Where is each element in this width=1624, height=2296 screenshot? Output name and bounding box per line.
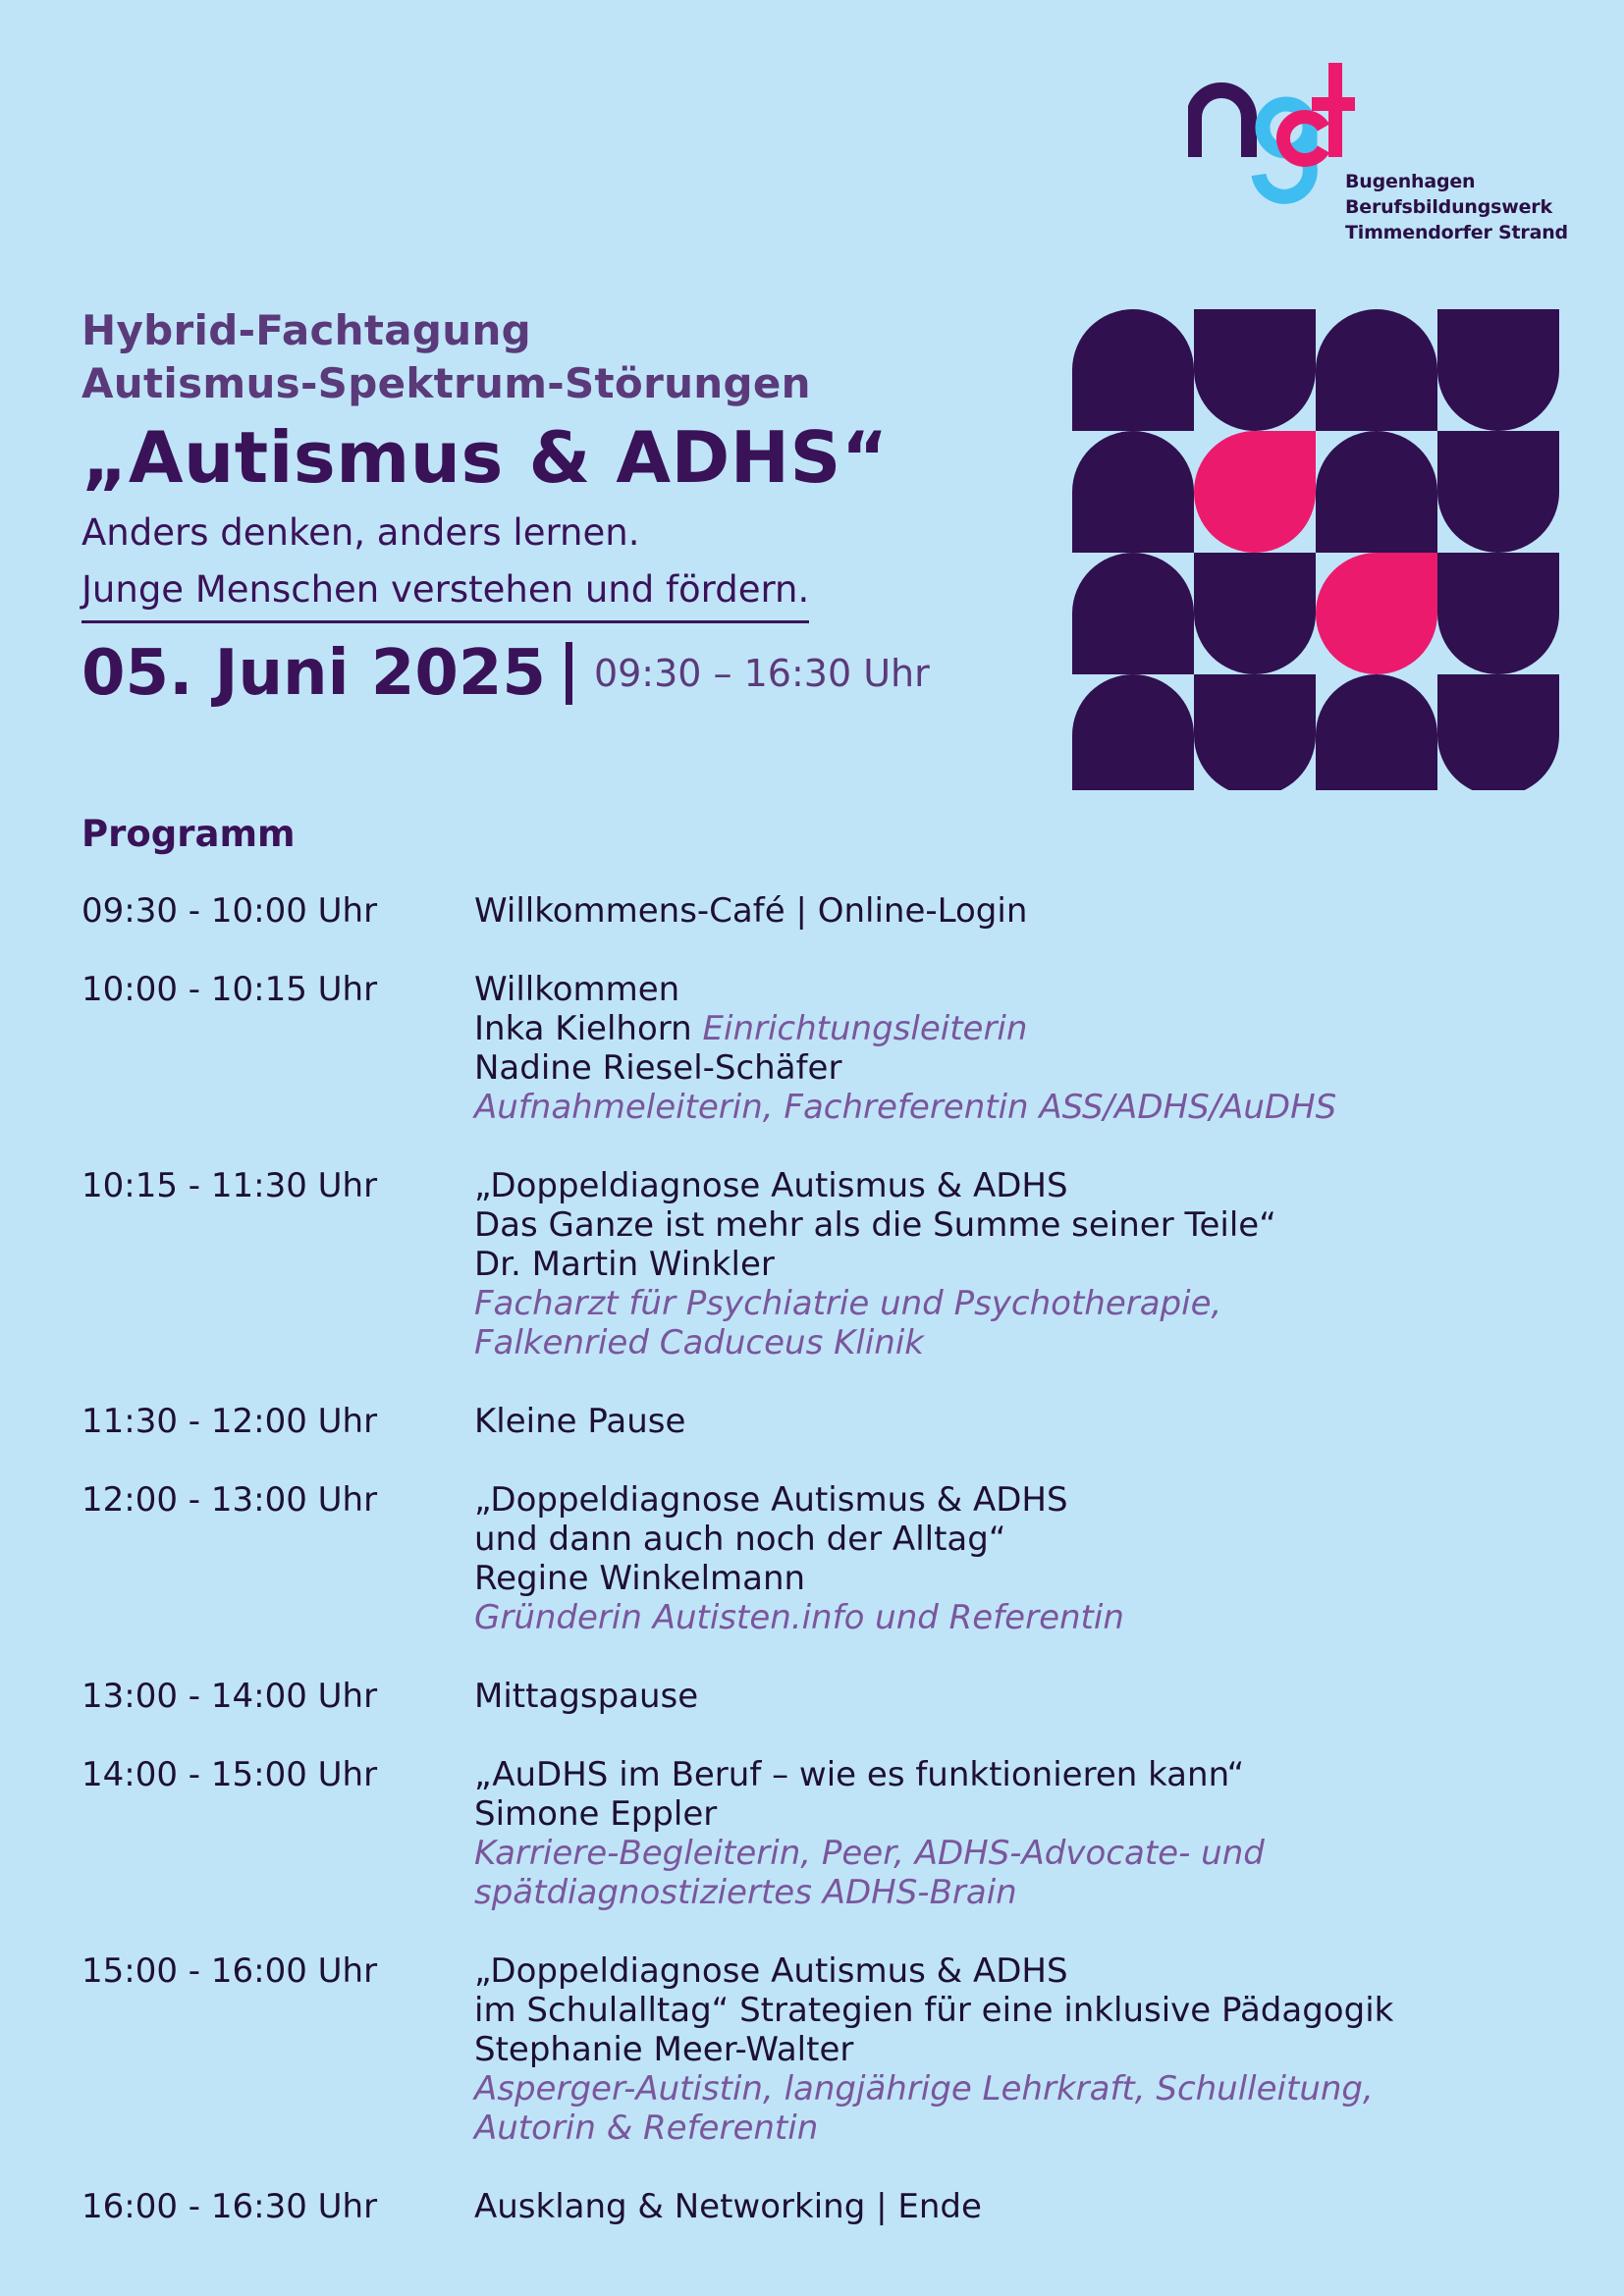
pattern-tile xyxy=(1072,553,1194,674)
row-line: Mittagspause xyxy=(474,1677,699,1716)
row-content xyxy=(474,1951,1393,2148)
program-row xyxy=(81,2187,1584,2226)
pattern-tile xyxy=(1194,309,1316,431)
program-row xyxy=(81,1677,1584,1716)
row-content xyxy=(474,970,1336,1127)
row-line: Kleine Pause xyxy=(474,1402,686,1441)
speaker-role: Einrichtungsleiterin xyxy=(702,1009,1028,1048)
program-row xyxy=(81,1166,1584,1362)
row-time: 15:00 - 16:00 Uhr xyxy=(81,1951,378,1991)
row-content xyxy=(474,1755,1265,1912)
speaker-name: Simone Eppler xyxy=(474,1794,718,1834)
talk-title: „Doppeldiagnose Autismus & ADHS xyxy=(474,1951,1068,1991)
pattern-tile xyxy=(1437,309,1559,431)
pattern-tile xyxy=(1072,309,1194,431)
pattern-tile xyxy=(1437,431,1559,553)
pattern-tile xyxy=(1072,674,1194,790)
row-content xyxy=(474,2187,982,2226)
pattern-tile xyxy=(1194,674,1316,790)
speaker-name: Stephanie Meer-Walter xyxy=(474,2030,854,2069)
tagline-line-2: Junge Menschen verstehen und fördern. xyxy=(81,561,809,623)
program-row xyxy=(81,970,1584,1127)
row-time: 09:30 - 10:00 Uhr xyxy=(81,891,378,931)
row-line: Willkommens-Café | Online-Login xyxy=(474,891,1028,931)
program-row xyxy=(81,1951,1584,2148)
pattern-tile xyxy=(1316,309,1437,431)
event-time: 09:30 – 16:30 Uhr xyxy=(593,652,930,695)
speaker-name: Nadine Riesel-Schäfer xyxy=(474,1048,842,1088)
speaker-role: Falkenried Caduceus Klinik xyxy=(474,1323,924,1362)
speaker-name: Dr. Martin Winkler xyxy=(474,1245,775,1284)
tagline-line-1: Anders denken, anders lernen. xyxy=(81,511,640,554)
pattern-accent-tile xyxy=(1316,553,1437,674)
talk-title: „Doppeldiagnose Autismus & ADHS xyxy=(474,1480,1068,1520)
pattern-accent-tile xyxy=(1194,431,1316,553)
speaker-role: spätdiagnostiziertes ADHS-Brain xyxy=(474,1873,1017,1912)
speaker-role: Aufnahmeleiterin, Fachreferentin ASS/ADHS/AuDHS xyxy=(474,1088,1337,1127)
program-list xyxy=(81,891,1584,2266)
talk-title: Das Ganze ist mehr als die Summe seiner Teile“ xyxy=(474,1205,1276,1245)
row-content xyxy=(474,891,1027,931)
decorative-pattern xyxy=(1072,309,1563,790)
speaker-name: Inka Kielhorn xyxy=(474,1009,692,1048)
org-line-2: Berufsbildungswerk xyxy=(1345,196,1552,218)
speaker-role: Facharzt für Psychiatrie und Psychotherapie, xyxy=(474,1284,1222,1323)
event-topic: Autismus-Spektrum-Störungen xyxy=(81,359,811,407)
pattern-tile xyxy=(1194,553,1316,674)
talk-title: „AuDHS im Beruf – wie es funktionieren kann“ xyxy=(474,1755,1245,1794)
row-time: 16:00 - 16:30 Uhr xyxy=(81,2187,378,2226)
pattern-tile xyxy=(1316,674,1437,790)
program-row xyxy=(81,891,1584,931)
row-content xyxy=(474,1166,1276,1362)
program-heading: Programm xyxy=(81,813,296,855)
row-time: 13:00 - 14:00 Uhr xyxy=(81,1677,378,1716)
speaker-role: Asperger-Autistin, langjährige Lehrkraft, Schulleitung, xyxy=(474,2069,1374,2109)
event-title: „Autismus & ADHS“ xyxy=(81,416,889,499)
row-content xyxy=(474,1402,685,1441)
pattern-tile xyxy=(1437,553,1559,674)
talk-title: „Doppeldiagnose Autismus & ADHS xyxy=(474,1166,1068,1205)
org-line-3: Timmendorfer Strand xyxy=(1345,222,1568,243)
org-line-1: Bugenhagen xyxy=(1345,171,1476,192)
row-line: Ausklang & Networking | Ende xyxy=(474,2187,982,2226)
talk-title: im Schulalltag“ Strategien für eine inklusive Pädagogik xyxy=(474,1991,1394,2030)
program-row xyxy=(81,1402,1584,1441)
speaker-line xyxy=(474,1009,1336,1048)
org-name xyxy=(1345,169,1568,245)
speaker-role: Karriere-Begleiterin, Peer, ADHS-Advocate- und xyxy=(474,1834,1265,1873)
row-time: 11:30 - 12:00 Uhr xyxy=(81,1402,378,1441)
date-line xyxy=(81,637,1044,710)
logo xyxy=(1188,59,1568,255)
event-header xyxy=(81,304,1044,710)
pattern-tile xyxy=(1072,431,1194,553)
row-time: 14:00 - 15:00 Uhr xyxy=(81,1755,378,1794)
talk-title: und dann auch noch der Alltag“ xyxy=(474,1520,1006,1559)
row-time: 10:00 - 10:15 Uhr xyxy=(81,970,378,1009)
speaker-name: Regine Winkelmann xyxy=(474,1559,806,1598)
ngd-logo-mark xyxy=(1188,59,1355,206)
row-content xyxy=(474,1480,1124,1637)
program-row xyxy=(81,1480,1584,1637)
speaker-role: Autorin & Referentin xyxy=(474,2109,819,2148)
row-time: 10:15 - 11:30 Uhr xyxy=(81,1166,378,1205)
row-time: 12:00 - 13:00 Uhr xyxy=(81,1480,378,1520)
program-row xyxy=(81,1755,1584,1912)
event-date: 05. Juni 2025 xyxy=(81,637,546,710)
divider-bar xyxy=(566,642,572,705)
speaker-role: Gründerin Autisten.info und Referentin xyxy=(474,1598,1124,1637)
pattern-tile xyxy=(1437,674,1559,790)
pattern-tile xyxy=(1316,431,1437,553)
row-line: Willkommen xyxy=(474,970,680,1009)
row-content xyxy=(474,1677,698,1716)
event-type: Hybrid-Fachtagung xyxy=(81,306,532,354)
